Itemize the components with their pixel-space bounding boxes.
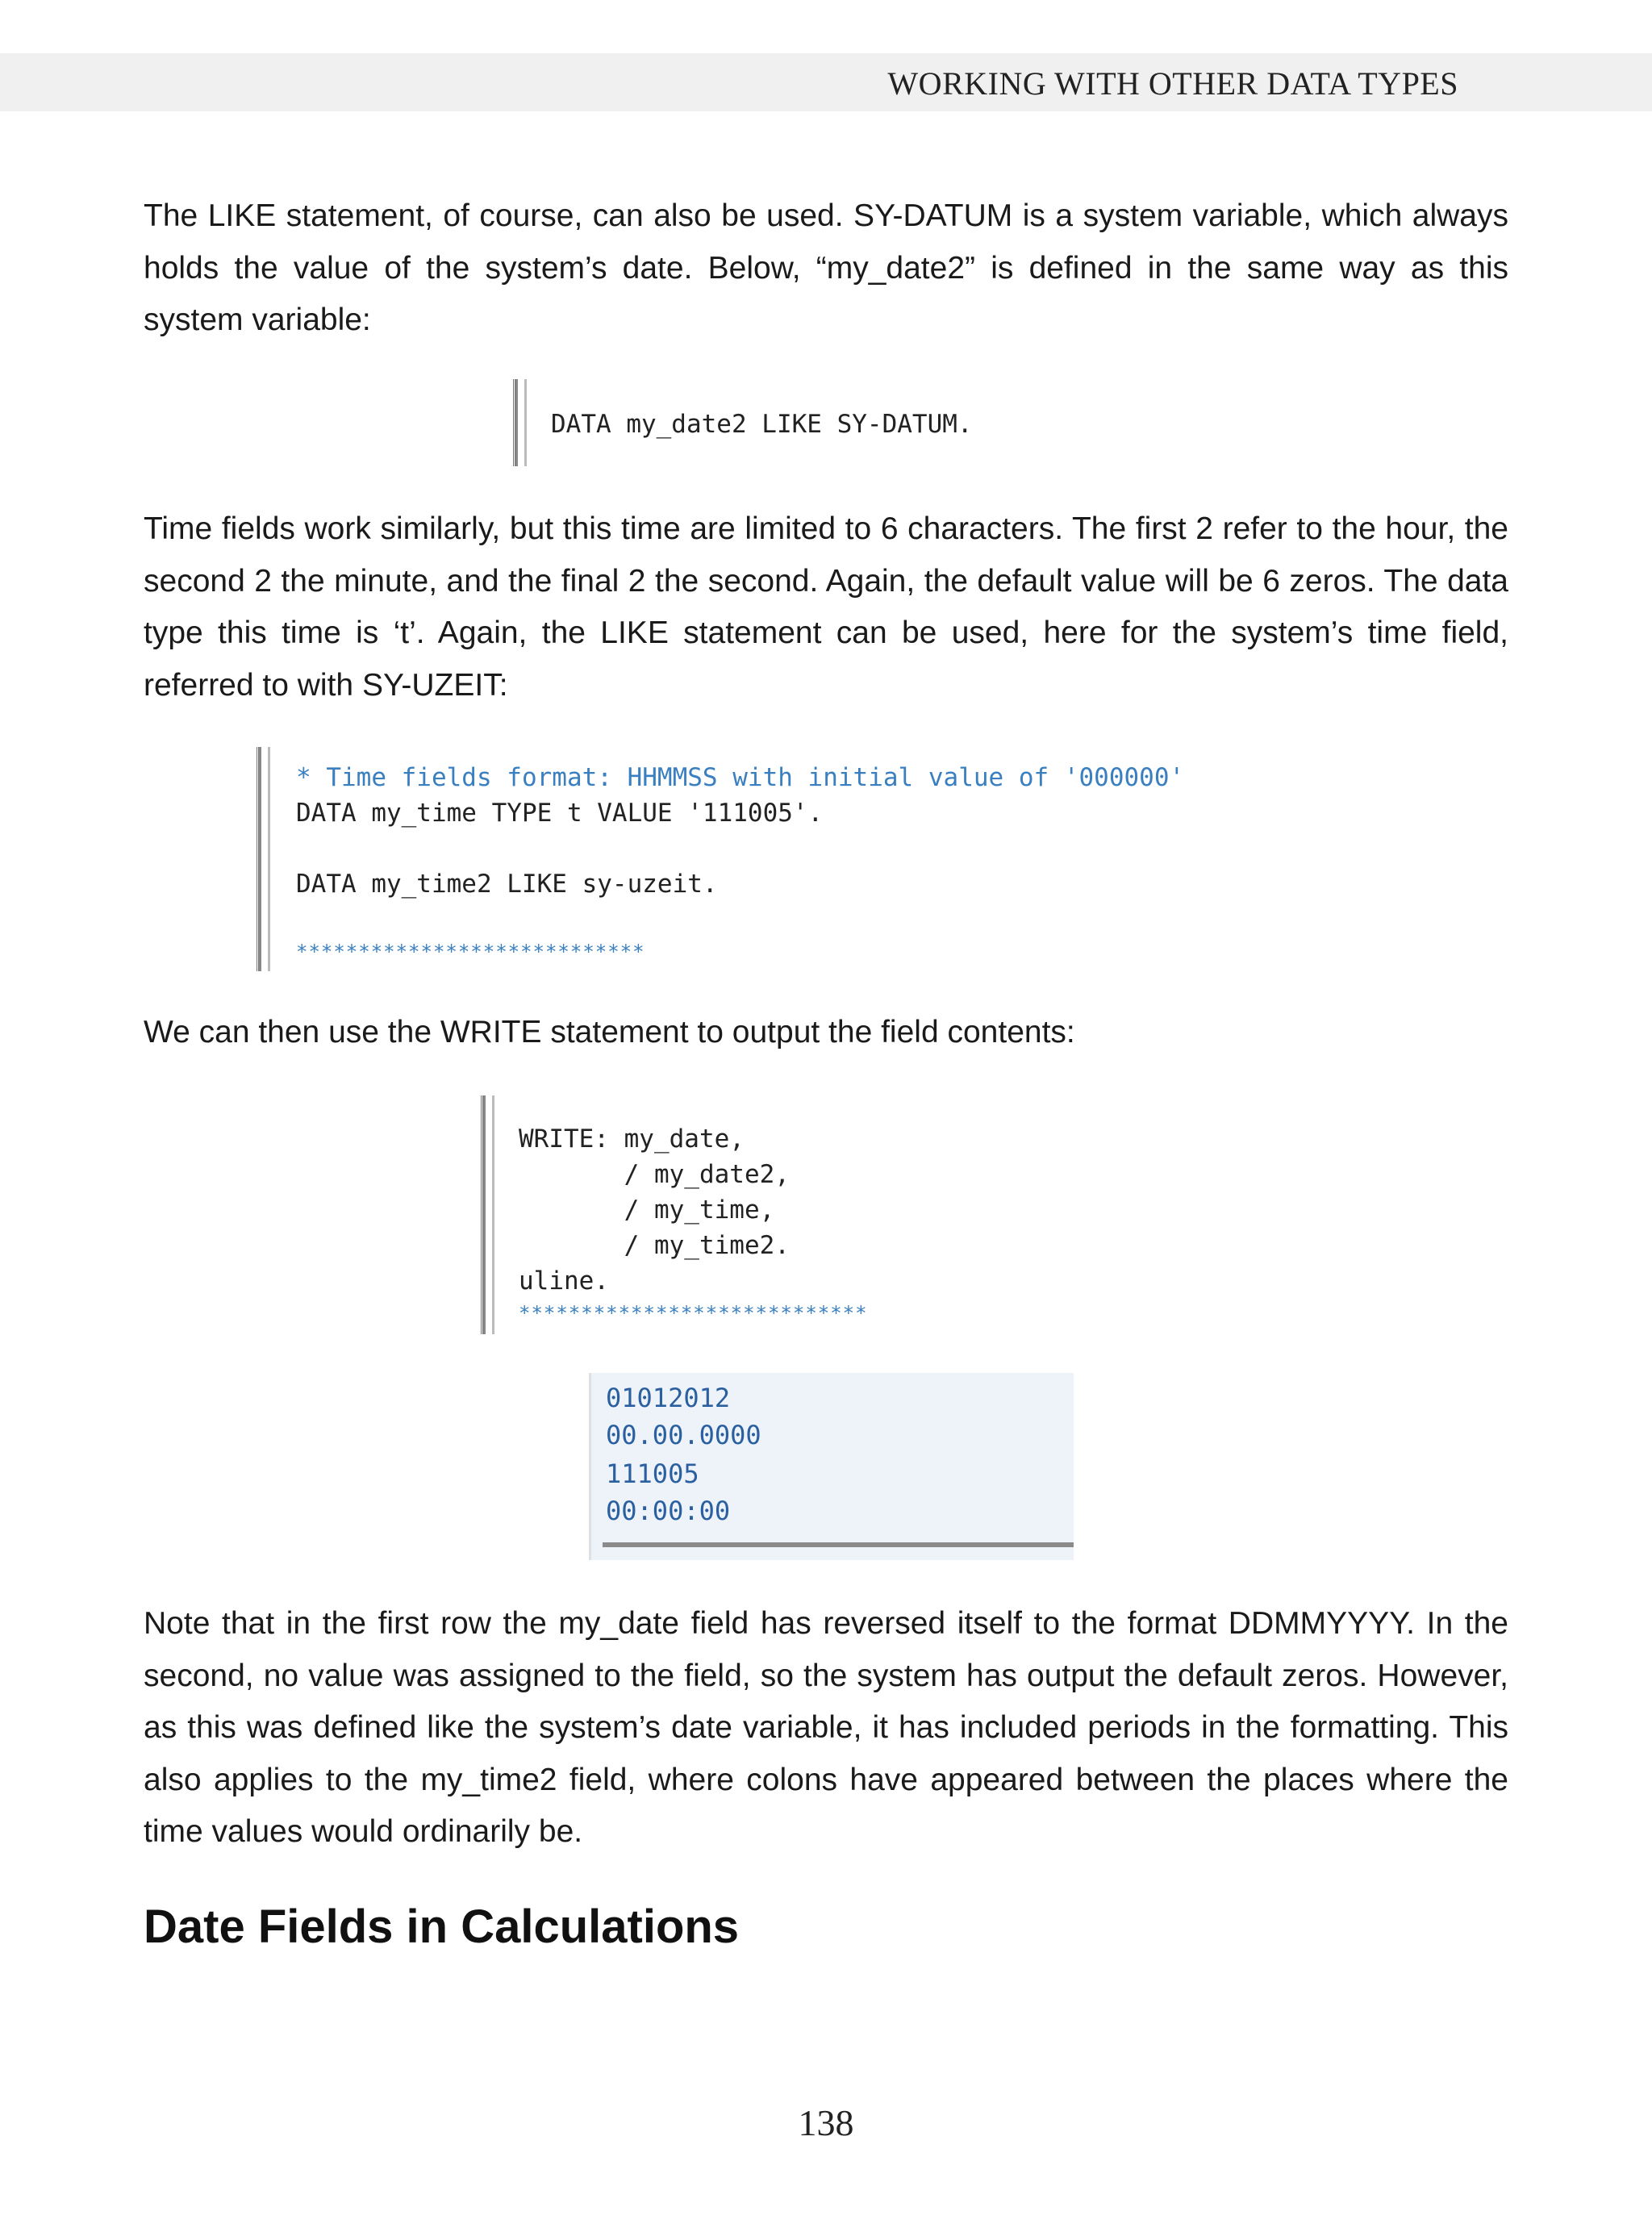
- output-row: 00.00.0000: [606, 1420, 761, 1450]
- running-head: WORKING WITH OTHER DATA TYPES: [887, 65, 1458, 102]
- code-block-write: [481, 1095, 1096, 1334]
- code-line: / my_time2.: [519, 1231, 790, 1260]
- paragraph-like-statement: The LIKE statement, of course, can also be used. SY-DATUM is a system variable, which always holds the value of the system’s date. Below, “my_date2” is defined in the same way as this system variable:: [144, 198, 1508, 337]
- code-line: / my_time,: [519, 1195, 775, 1225]
- output-row: 111005: [606, 1458, 699, 1489]
- code-block-time-fields: [257, 747, 1308, 971]
- code-gutter-bar: [515, 379, 527, 466]
- code-line: DATA my_time TYPE t VALUE '111005'.: [296, 799, 824, 828]
- code-line: WRITE: my_date,: [519, 1125, 745, 1154]
- code-line: / my_date2,: [519, 1160, 790, 1189]
- paragraph-write-statement: We can then use the WRITE statement to output the field contents:: [144, 1015, 1075, 1049]
- code-stars: ****************************: [296, 941, 645, 963]
- code-line: uline.: [519, 1266, 609, 1296]
- code-gutter-bar: [259, 747, 270, 971]
- code-block-date2: [513, 379, 1032, 466]
- section-heading: Date Fields in Calculations: [144, 1901, 740, 1953]
- code-gutter-bar: [483, 1095, 494, 1334]
- paragraph-note: Note that in the first row the my_date field has reversed itself to the format DDMMYYYY. In the second, no value was assigned to the field, so the system has output the default zeros. However, as this was defined like the system’s date variable, it has included periods in the formatting. This also applies to the my_time2 field, where colons have appeared between the places where the time values would ordinarily be.: [144, 1606, 1508, 1849]
- paragraph-time-fields: Time fields work similarly, but this time are limited to 6 characters. The first 2 refer to the hour, the second 2 the minute, and the final 2 the second. Again, the default value will be 6 zeros. The data type this time is ‘t’. Again, the LIKE statement can be used, here for the system’s time field, referred to with SY-UZEIT:: [144, 511, 1508, 703]
- code-comment: * Time fields format: HHMMSS with initial value of '000000': [296, 763, 1185, 792]
- code-stars: ****************************: [519, 1302, 868, 1325]
- code-line: DATA my_time2 LIKE sy-uzeit.: [296, 870, 718, 899]
- output-row: 00:00:00: [606, 1496, 731, 1526]
- output-row: 01012012: [606, 1383, 731, 1413]
- code-line: DATA my_date2 LIKE SY-DATUM.: [551, 410, 973, 439]
- program-output: [589, 1373, 1074, 1560]
- output-uline: [603, 1542, 1074, 1547]
- page-number: 138: [798, 2102, 854, 2143]
